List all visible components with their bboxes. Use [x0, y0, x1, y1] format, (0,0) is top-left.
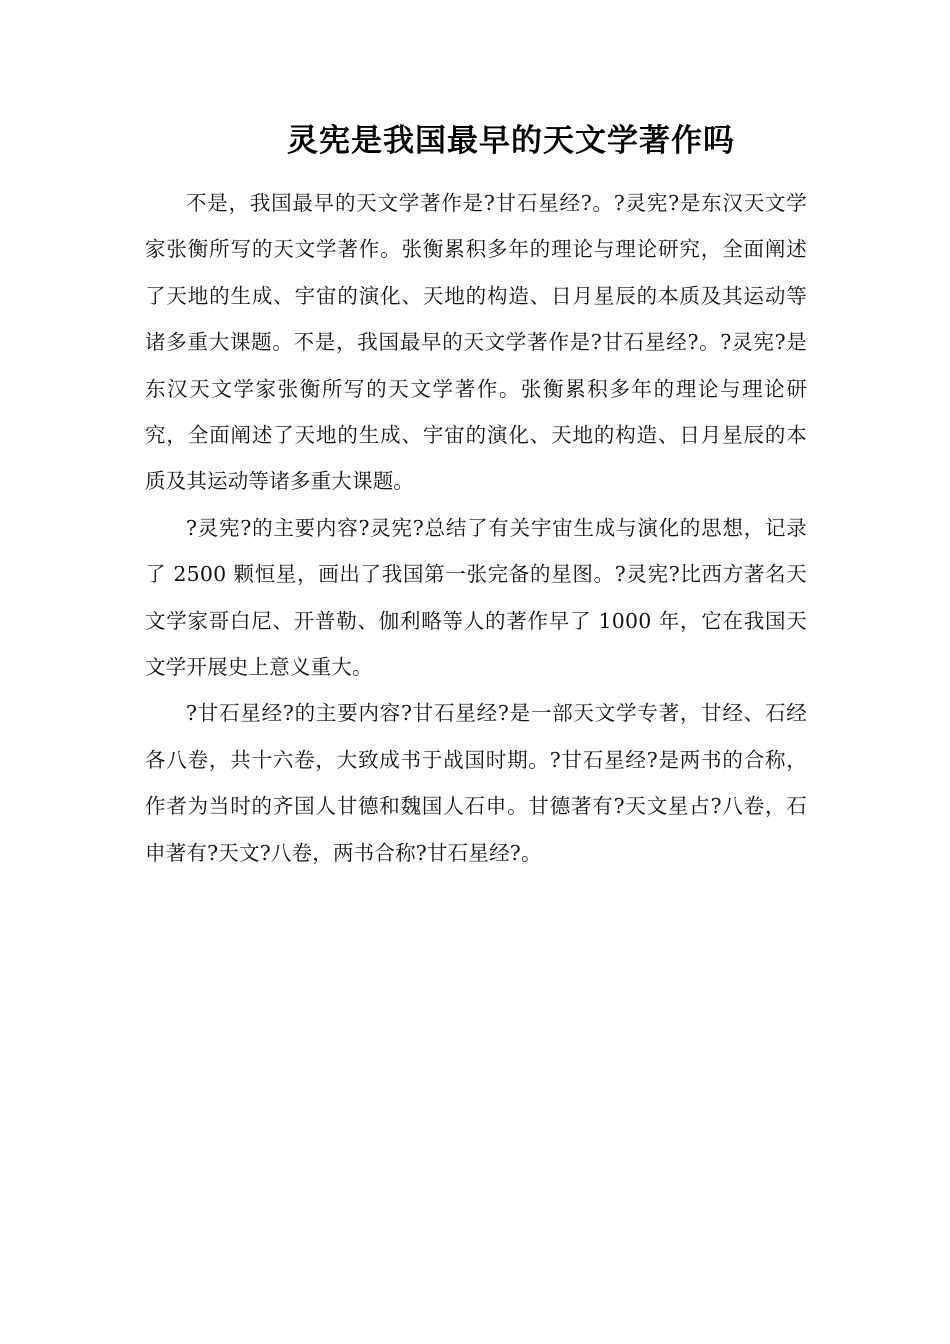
- document-title: 灵宪是我国最早的天文学著作吗: [287, 123, 735, 159]
- paragraph-1: 不是，我国最早的天文学著作是?甘石星经?。?灵宪?是东汉天文学家张衡所写的天文学著作。张衡累积多年的理论与理论研究，全面阐述了天地的生成、宇宙的演化、天地的构造、日月星辰的本质及其运动等诸多重大课题。不是，我国最早的天文学著作是?甘石星经?。?灵宪?是东汉天文学家张衡所写的天文学著作。张衡累积多年的理论与理论研究，全面阐述了天地的生成、宇宙的演化、天地的构造、日月星辰的本质及其运动等诸多重大课题。: [145, 191, 807, 494]
- paragraph-2: ?灵宪?的主要内容?灵宪?总结了有关宇宙生成与演化的思想，记录了 2500 颗恒星，画出了我国第一张完备的星图。?灵宪?比西方著名天文学家哥白尼、开普勒、伽利略等人的著作早了 1000 年，它在我国天文学开展史上意义重大。: [145, 515, 807, 680]
- paragraph-3: ?甘石星经?的主要内容?甘石星经?是一部天文学专著，甘经、石经各八卷，共十六卷，大致成书于战国时期。?甘石星经?是两书的合称，作者为当时的齐国人甘德和魏国人石申。甘德著有?天文星占?八卷，石申著有?天文?八卷，两书合称?甘石星经?。: [145, 701, 807, 865]
- document-body: [145, 180, 807, 876]
